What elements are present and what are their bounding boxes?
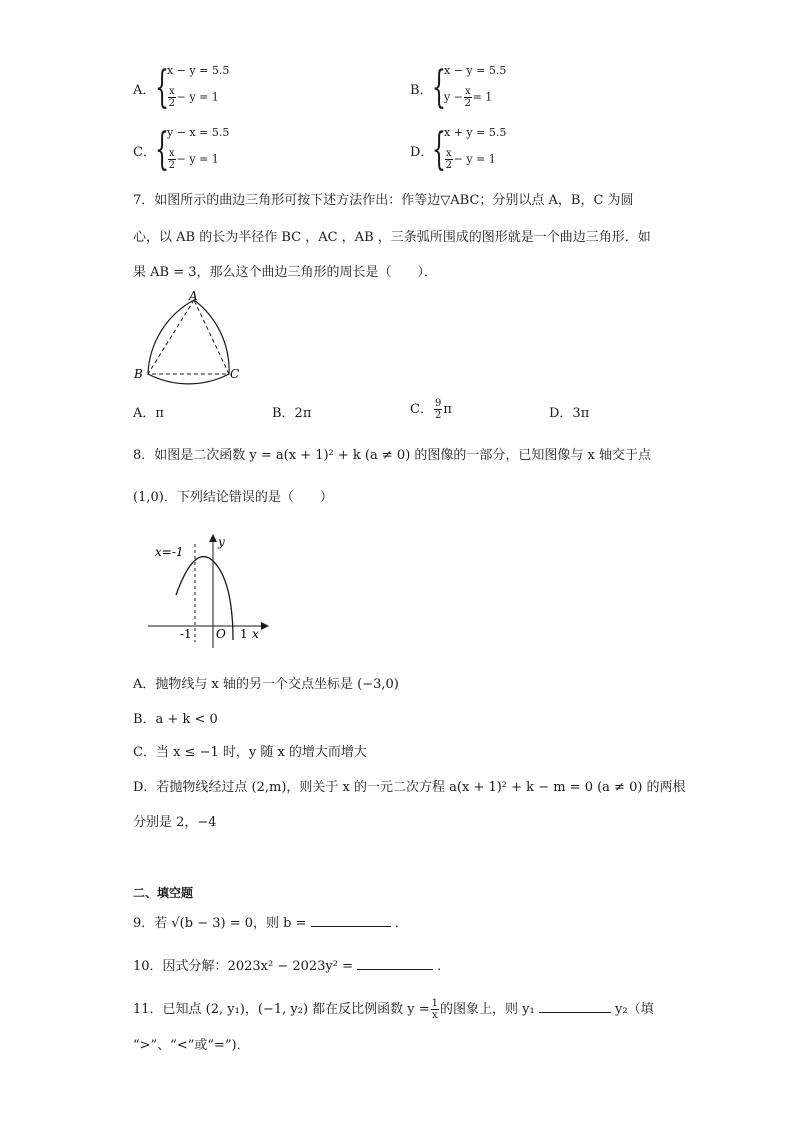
q6-option-c (133, 126, 393, 176)
q7-option-b: B．2π (272, 406, 312, 421)
vertex-label-c: C (230, 367, 240, 381)
reuleaux-triangle-figure (128, 288, 248, 388)
curved-triangle-outline (148, 300, 229, 384)
option-label: B． (410, 83, 433, 98)
q11-line-1: 11．已知点 (2, y₁)，(−1, y₂) 都在反比例函数 y = $\frac{1}{x}$ 的图象上，则 y₁ y₂（填 (133, 998, 654, 1021)
tick-label-neg1: -1 (180, 627, 192, 641)
parabola-graph-figure (145, 532, 270, 650)
q6-option-a (133, 64, 393, 114)
q8-option-c: C．当 x ≤ −1 时，y 随 x 的增大而增大 (133, 745, 367, 760)
q9-end: ． (394, 916, 408, 931)
q11-answer-blank[interactable] (539, 1000, 611, 1013)
q6-option-b (410, 64, 670, 114)
equation-1: x − y = 5.5 (444, 64, 507, 77)
q11-text-mid: 的图象上，则 y₁ (440, 1002, 535, 1017)
q10-end: ． (437, 959, 451, 974)
q7-option-d: D．3π (549, 406, 590, 421)
system-brace: { (432, 124, 446, 175)
q10-answer-blank[interactable] (357, 957, 433, 970)
system-brace: { (155, 124, 169, 175)
vertex-label-a: A (189, 289, 198, 303)
q7-stem-line-3: 果 AB = 3，那么这个曲边三角形的周长是（ ）． (133, 265, 438, 280)
option-label: A． (133, 83, 156, 98)
q8-stem-line-2: (1,0)．下列结论错误的是（ ） (133, 490, 333, 505)
equation-2: $\frac{x}{2}$ − y = 1 (168, 148, 219, 171)
axis-label-x-eq-neg1: x=-1 (155, 545, 184, 559)
q7-stem-line-2: 心，以 AB 的长为半径作 BC ，AC ，AB ，三条弧所围成的图形就是一个曲边三角形．如 (133, 230, 651, 245)
equation-2: $\frac{x}{2}$ − y = 1 (168, 86, 219, 109)
q8-option-d-line-1: D．若抛物线经过点 (2,m)，则关于 x 的一元二次方程 a(x + 1)² + k − m = 0 (a ≠ 0) 的两根 (133, 780, 686, 795)
q11-text: 11．已知点 (2, y₁)，(−1, y₂) 都在反比例函数 y = (133, 1002, 430, 1017)
system-brace: { (432, 62, 446, 113)
equation-2: $\frac{x}{2}$ − y = 1 (445, 148, 496, 171)
q7-option-a: A．π (133, 406, 164, 421)
equation-1: y − x = 5.5 (167, 126, 230, 139)
q11-text-end: y₂（填 (615, 1002, 654, 1017)
vertex-label-b: B (134, 367, 143, 381)
option-label: D． (410, 145, 434, 160)
tick-label-1: 1 (240, 627, 248, 641)
system-brace: { (155, 62, 169, 113)
q6-option-d (410, 126, 670, 176)
q8-stem-line-1: 8．如图是二次函数 y = a(x + 1)² + k (a ≠ 0) 的图像的一部分，已知图像与 x 轴交于点 (133, 448, 651, 463)
origin-label: O (216, 627, 226, 641)
q11-line-2: “>”、“<”或“=”)． (133, 1038, 250, 1053)
q8-option-b: B．a + k < 0 (133, 712, 218, 727)
q8-option-d-line-2: 分别是 2，−4 (133, 815, 217, 830)
q9 (133, 914, 408, 933)
option-label: C． (133, 145, 156, 160)
y-axis-arrow (209, 534, 217, 542)
x-axis-label: x (252, 627, 259, 641)
equation-1: x − y = 5.5 (167, 64, 230, 77)
equation-1: x + y = 5.5 (444, 126, 507, 139)
q9-text: 9．若 √(b − 3) = 0，则 b = (133, 916, 307, 931)
q10 (133, 957, 450, 976)
equation-2: y − $\frac{x}{2}$ = 1 (444, 86, 493, 109)
equilateral-triangle-dashed (148, 300, 229, 374)
q10-text: 10．因式分解：2023x² − 2023y² = (133, 959, 353, 974)
section-title-fill-in: 二、填空题 (133, 886, 194, 900)
q7-stem-line-1: 7．如图所示的曲边三角形可按下述方法作出：作等边▽ABC；分别以点 A，B，C 为圆 (133, 193, 634, 208)
q8-option-a: A．抛物线与 x 轴的另一个交点坐标是 (−3,0) (133, 677, 399, 692)
x-axis-arrow (261, 622, 269, 630)
q7-option-c: C． $\frac{9}{2}$ π (410, 398, 452, 421)
q9-answer-blank[interactable] (311, 914, 391, 927)
y-axis-label: y (218, 535, 225, 549)
